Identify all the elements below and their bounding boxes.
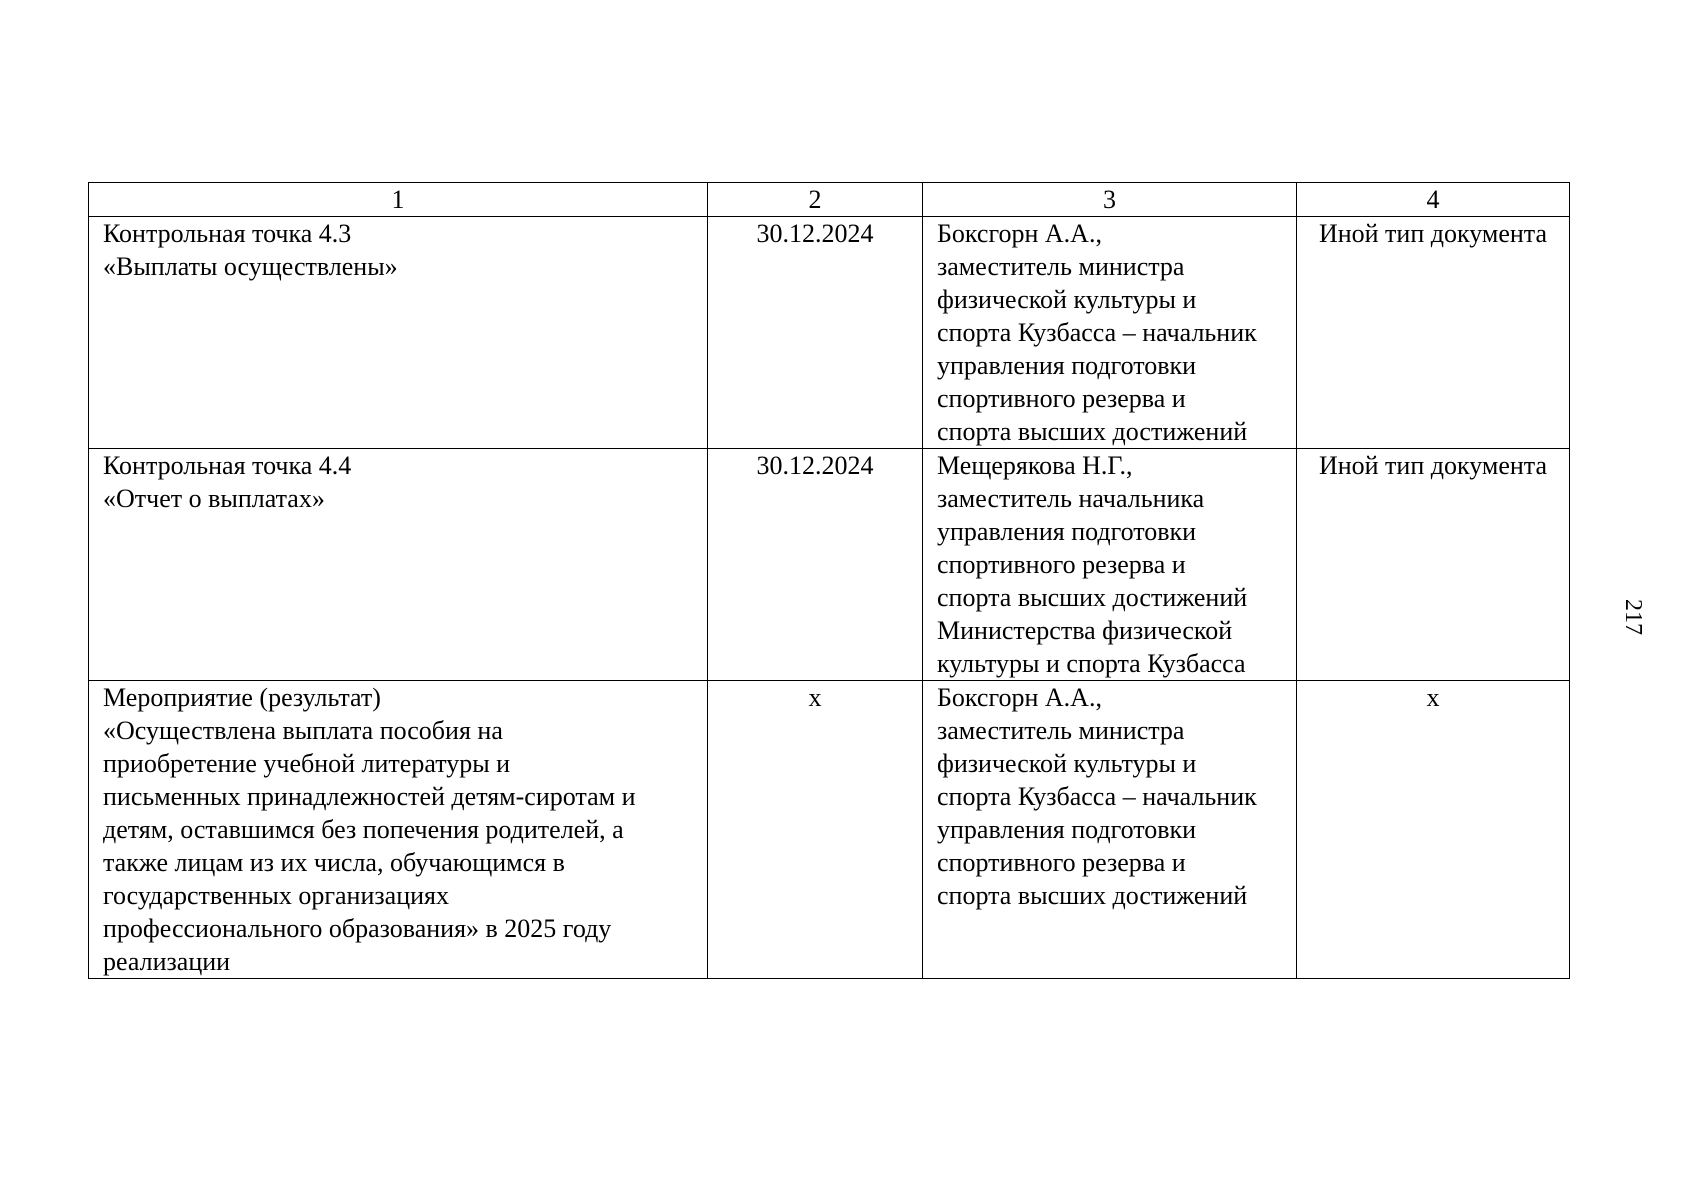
deadline-cell: 30.12.2024	[708, 217, 923, 449]
responsible-line: Министерства физической	[937, 616, 1233, 645]
responsible-line: Боксгорн А.А.,	[937, 683, 1102, 712]
responsible-line: заместитель начальника	[937, 484, 1205, 513]
column-number-4: 4	[1297, 183, 1570, 217]
event-name-line: Контрольная точка 4.3	[103, 219, 352, 248]
responsible-line: спорта Кузбасса – начальник	[937, 318, 1257, 347]
column-number-2: 2	[708, 183, 923, 217]
document-type-cell: х	[1297, 681, 1570, 979]
column-number-3: 3	[923, 183, 1297, 217]
event-name-line: профессионального образования» в 2025 году	[103, 914, 612, 943]
responsible-line: спортивного резерва и	[937, 848, 1186, 877]
event-name-line: приобретение учебной литературы и	[103, 749, 511, 778]
responsible-line: культуры и спорта Кузбасса	[937, 649, 1246, 678]
responsible-line: управления подготовки	[937, 815, 1197, 844]
page-number: 217	[1620, 599, 1646, 635]
responsible-line: Мещерякова Н.Г.,	[937, 451, 1133, 480]
column-number-row	[89, 183, 1570, 217]
table-row	[89, 681, 1570, 979]
event-name-line: письменных принадлежностей детям-сиротам и	[103, 782, 636, 811]
event-name-line: Мероприятие (результат)	[103, 683, 381, 712]
responsible-line: заместитель министра	[937, 252, 1185, 281]
table-row	[89, 449, 1570, 681]
deadline-cell: х	[708, 681, 923, 979]
deadline-cell: 30.12.2024	[708, 449, 923, 681]
responsible-line: физической культуры и	[937, 749, 1197, 778]
event-name-line: государственных организациях	[103, 881, 449, 910]
responsible-cell	[923, 217, 1297, 449]
column-number-1: 1	[89, 183, 708, 217]
responsible-line: спорта высших достижений	[937, 881, 1248, 910]
responsible-line: управления подготовки	[937, 351, 1197, 380]
responsible-line: спортивного резерва и	[937, 550, 1186, 579]
responsible-cell	[923, 681, 1297, 979]
responsible-cell	[923, 449, 1297, 681]
responsible-line: спорта Кузбасса – начальник	[937, 782, 1257, 811]
document-type-cell: Иной тип документа	[1297, 449, 1570, 681]
responsible-line: спорта высших достижений	[937, 417, 1248, 446]
responsible-line: заместитель министра	[937, 716, 1185, 745]
event-name-line: «Выплаты осуществлены»	[103, 252, 398, 281]
document-type-cell: Иной тип документа	[1297, 217, 1570, 449]
responsible-line: спортивного резерва и	[937, 384, 1186, 413]
event-name-line: «Осуществлена выплата пособия на	[103, 716, 503, 745]
event-name-line: детям, оставшимся без попечения родителей, а	[103, 815, 624, 844]
event-name-line: «Отчет о выплатах»	[103, 484, 325, 513]
event-name-cell	[89, 217, 708, 449]
table-row	[89, 217, 1570, 449]
responsible-line: управления подготовки	[937, 517, 1197, 546]
event-name-line: также лицам из их числа, обучающимся в	[103, 848, 565, 877]
event-name-cell	[89, 681, 708, 979]
event-name-line: Контрольная точка 4.4	[103, 451, 352, 480]
responsible-line: физической культуры и	[937, 285, 1197, 314]
responsible-line: спорта высших достижений	[937, 583, 1248, 612]
responsible-line: Боксгорн А.А.,	[937, 219, 1102, 248]
plan-table	[88, 182, 1570, 979]
event-name-line: реализации	[103, 947, 231, 976]
event-name-cell	[89, 449, 708, 681]
